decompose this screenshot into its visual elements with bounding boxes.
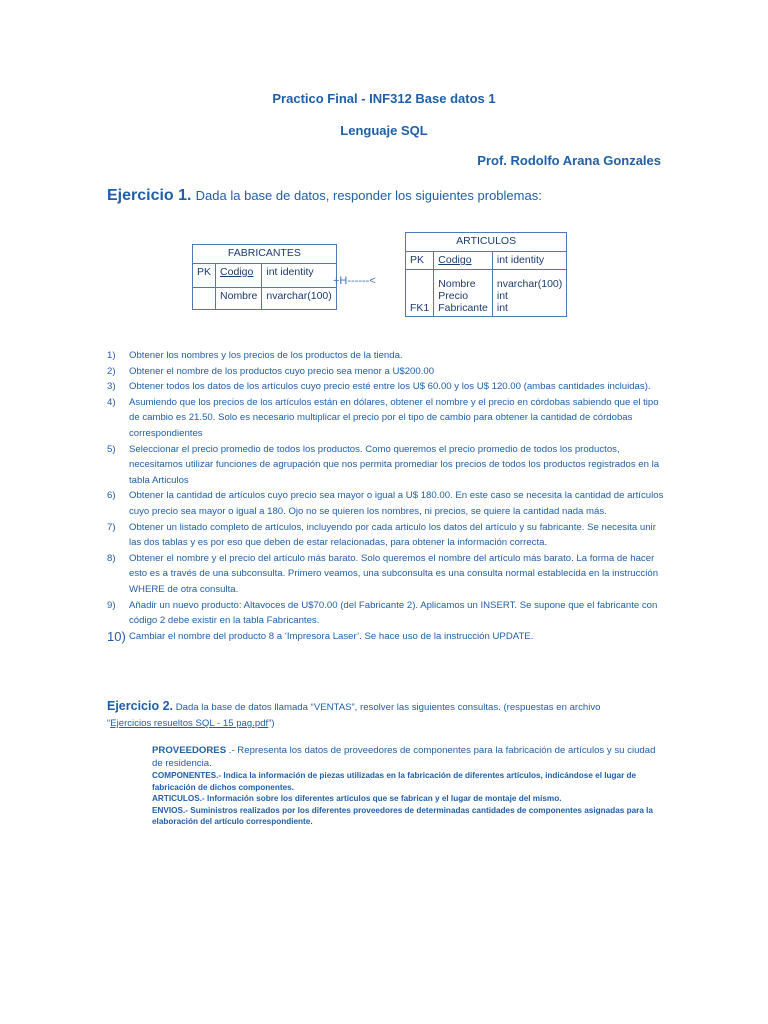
relationship-connector: +H------<: [333, 275, 376, 287]
articulos-fields: [434, 270, 493, 317]
table-fabricantes-name: FABRICANTES: [193, 245, 337, 264]
list-item: 6) Obtener la cantidad de artículos cuyo precio sea mayor o igual a U$ 180.00. En este caso se necesita la cantidad de artículos cuyo precio sea mayor o igual a 180. Ojo no se quieren los nombres, ni precios, se quiere la cantidad nada más.: [107, 490, 664, 517]
exercise-2-heading-line: [107, 698, 667, 716]
articulos-type-fabricante: int: [496, 302, 508, 314]
articulos-key-fk1: FK1: [406, 270, 434, 317]
exercise-1-text: Dada la base de datos, responder los siguientes problemas:: [195, 188, 542, 203]
fabricantes-type-codigo: int identity: [262, 264, 336, 288]
document-subtitle: Lenguaje SQL: [340, 123, 428, 138]
articulos-field-fabricante: Fabricante: [438, 302, 488, 314]
exercise-2-block: [107, 698, 667, 732]
exercise-2-text: Dada la base de datos llamada “VENTAS”, resolver las siguientes consultas. (respuestas en archivo: [175, 702, 601, 713]
articulos-type-nombre: nvarchar(100): [496, 278, 563, 290]
articulos-type-codigo: int identity: [492, 252, 566, 270]
list-item: 4) Asumiendo que los precios de los artículos están en dólares, obtener el nombre y el precio en córdobas sabiendo que el tipo de cambio es 21.50. Solo es necesario multiplicar el precio por el tipo de cambio para obtener la cantidad de córdobas correspondientes: [107, 396, 659, 439]
articulos-type-precio: int: [496, 290, 508, 302]
description-proveedores: PROVEEDORES .- Representa los datos de proveedores de componentes para la fabricación de artículos y su ciudad de residencia.: [152, 745, 656, 769]
list-item: 8) Obtener el nombre y el precio del artículo más barato. Solo queremos el nombre del artículo más barato. La forma de hacer esto es a través de una subconsulta. Primero veamos, una subconsulta es una consulta normal establecida en la instrucción WHERE de otra consulta.: [107, 552, 659, 595]
exercise-1-heading-line: [107, 187, 542, 205]
document-title: Practico Final - INF312 Base datos 1: [272, 91, 496, 106]
articulos-types: [492, 270, 566, 317]
fabricantes-field-nombre: Nombre: [216, 288, 262, 310]
table-articulos-name: ARTICULOS: [406, 233, 567, 252]
list-item: 5) Seleccionar el precio promedio de todos los productos. Como queremos el precio promedio de todos los productos, necesitamos utilizar funciones de agrupación que nos permita promediar los precios de todos los productos registrados en la tabla Articulos: [107, 443, 660, 486]
problem-list: [107, 348, 667, 644]
list-item: 7) Obtener un listado completo de artículos, incluyendo por cada articulo los datos del artículo y su fabricante. Se necesita unir las dos tablas y es por eso que deben de estar relacionadas, para obtener la información correcta.: [107, 521, 656, 549]
fabricantes-field-codigo: Codigo: [216, 264, 262, 288]
articulos-field-nombre: Nombre: [438, 278, 476, 290]
exercise-1-heading: Ejercicio 1.: [107, 187, 192, 204]
description-articulos: ARTICULOS.- Información sobre los diferentes artículos que se fabrican y el lugar de montaje del mismo.: [152, 794, 562, 803]
list-item: 9) Añadir un nuevo producto: Altavoces de U$70.00 (del Fabricante 2). Aplicamos un INSERT. Se supone que el fabricante con código 2 debe existir en la tabla Fabricantes.: [107, 599, 658, 627]
table-articulos: [405, 232, 567, 317]
articulos-field-codigo: Codigo: [434, 252, 493, 270]
list-item: 2) Obtener el nombre de los productos cuyo precio sea menor a U$200.00: [107, 365, 435, 377]
list-item: 3) Obtener todos los datos de los artículos cuyo precio esté entre los U$ 60.00 y los U$ 120.00 (ambas cantidades incluidas).: [107, 381, 651, 393]
list-item: 10) Cambiar el nombre del producto 8 a ‘Impresora Laser’. Se hace uso de la instrucción UPDATE.: [107, 628, 534, 644]
fabricantes-key-pk: PK: [193, 264, 216, 288]
table-fabricantes: [192, 244, 337, 310]
description-envios: ENVIOS.- Suministros realizados por los diferentes proveedores de determinadas cantidades de componentes asignadas para la elaboración del artículo correspondiente.: [152, 805, 653, 826]
articulos-field-precio: Precio: [438, 290, 469, 302]
list-item: 1) Obtener los nombres y los precios de los productos de la tienda.: [107, 350, 403, 361]
articulos-key-pk: PK: [406, 252, 434, 270]
exercise-2-heading: Ejercicio 2.: [107, 699, 174, 713]
fabricantes-type-nombre: nvarchar(100): [262, 288, 336, 310]
description-componentes: COMPONENTES.- Indica la información de piezas utilizadas en la fabricación de diferentes artículos, indicándose el lugar de fabricación de dichos componentes.: [152, 771, 637, 792]
professor-name: Prof. Rodolfo Arana Gonzales: [477, 153, 661, 168]
table-descriptions: [152, 744, 667, 828]
exercise-files-link[interactable]: Ejercicios resueltos SQL - 15 pag.pdf: [110, 718, 269, 729]
exercise-2-link-line: “Ejercicios resueltos SQL - 15 pag.pdf”): [107, 718, 275, 729]
fabricantes-key-empty: [193, 288, 216, 310]
